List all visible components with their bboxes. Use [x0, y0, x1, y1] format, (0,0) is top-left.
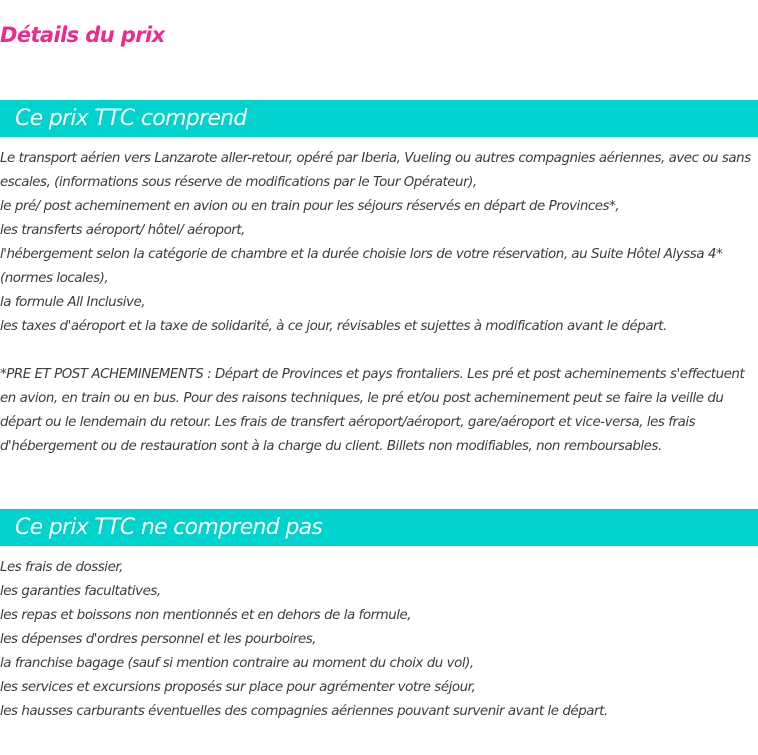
page-title: Détails du prix: [0, 23, 165, 47]
transfer-note-text: *PRE ET POST ACHEMINEMENTS : Départ de Provinces et pays frontaliers. Les pré et post acheminements s'effectuent en avion, en train ou en bus. Pour des raisons techniques, le pré et/ou post acheminement peut se faire la veille du départ ou le lendemain du retour. Les frais de transfert aéroport/aéroport, gare/aéroport et vice-versa, les frais d'hébergement ou de restauration sont à la charge du client. Billets non modifiables, non remboursables.: [0, 367, 745, 454]
includes-item: Le transport aérien vers Lanzarote aller-retour, opéré par Iberia, Vueling ou autres compagnies aériennes, avec ou sans escales, (informations sous réserve de modifications par le Tour Opérateur),: [0, 151, 751, 190]
includes-list: [0, 147, 758, 339]
excludes-list: [0, 556, 758, 724]
excludes-item: les services et excursions proposés sur place pour agrémenter votre séjour,: [0, 680, 476, 695]
includes-item: les transferts aéroport/ hôtel/ aéroport,: [0, 223, 245, 238]
includes-item: le pré/ post acheminement en avion ou en train pour les séjours réservés en départ de Provinces*,: [0, 199, 620, 214]
excludes-heading: Ce prix TTC ne comprend pas: [15, 515, 323, 540]
excludes-item: les garanties facultatives,: [0, 584, 161, 599]
includes-item: la formule All Inclusive,: [0, 295, 146, 310]
includes-item: l'hébergement selon la catégorie de chambre et la durée choisie lors de votre réservation, au Suite Hôtel Alyssa 4* (normes locales),: [0, 247, 723, 286]
includes-item: les taxes d'aéroport et la taxe de solidarité, à ce jour, révisables et sujettes à modification avant le départ.: [0, 319, 667, 334]
excludes-item: les dépenses d'ordres personnel et les pourboires,: [0, 632, 317, 647]
includes-heading: Ce prix TTC comprend: [15, 106, 247, 131]
excludes-item: Les frais de dossier,: [0, 560, 123, 575]
excludes-section-header: [0, 509, 758, 546]
includes-section-header: [0, 100, 758, 137]
excludes-item: la franchise bagage (sauf si mention contraire au moment du choix du vol),: [0, 656, 474, 671]
excludes-item: les repas et boissons non mentionnés et en dehors de la formule,: [0, 608, 412, 623]
excludes-item: les hausses carburants éventuelles des compagnies aériennes pouvant survenir avant le départ.: [0, 704, 608, 719]
transfer-note: [0, 363, 758, 459]
